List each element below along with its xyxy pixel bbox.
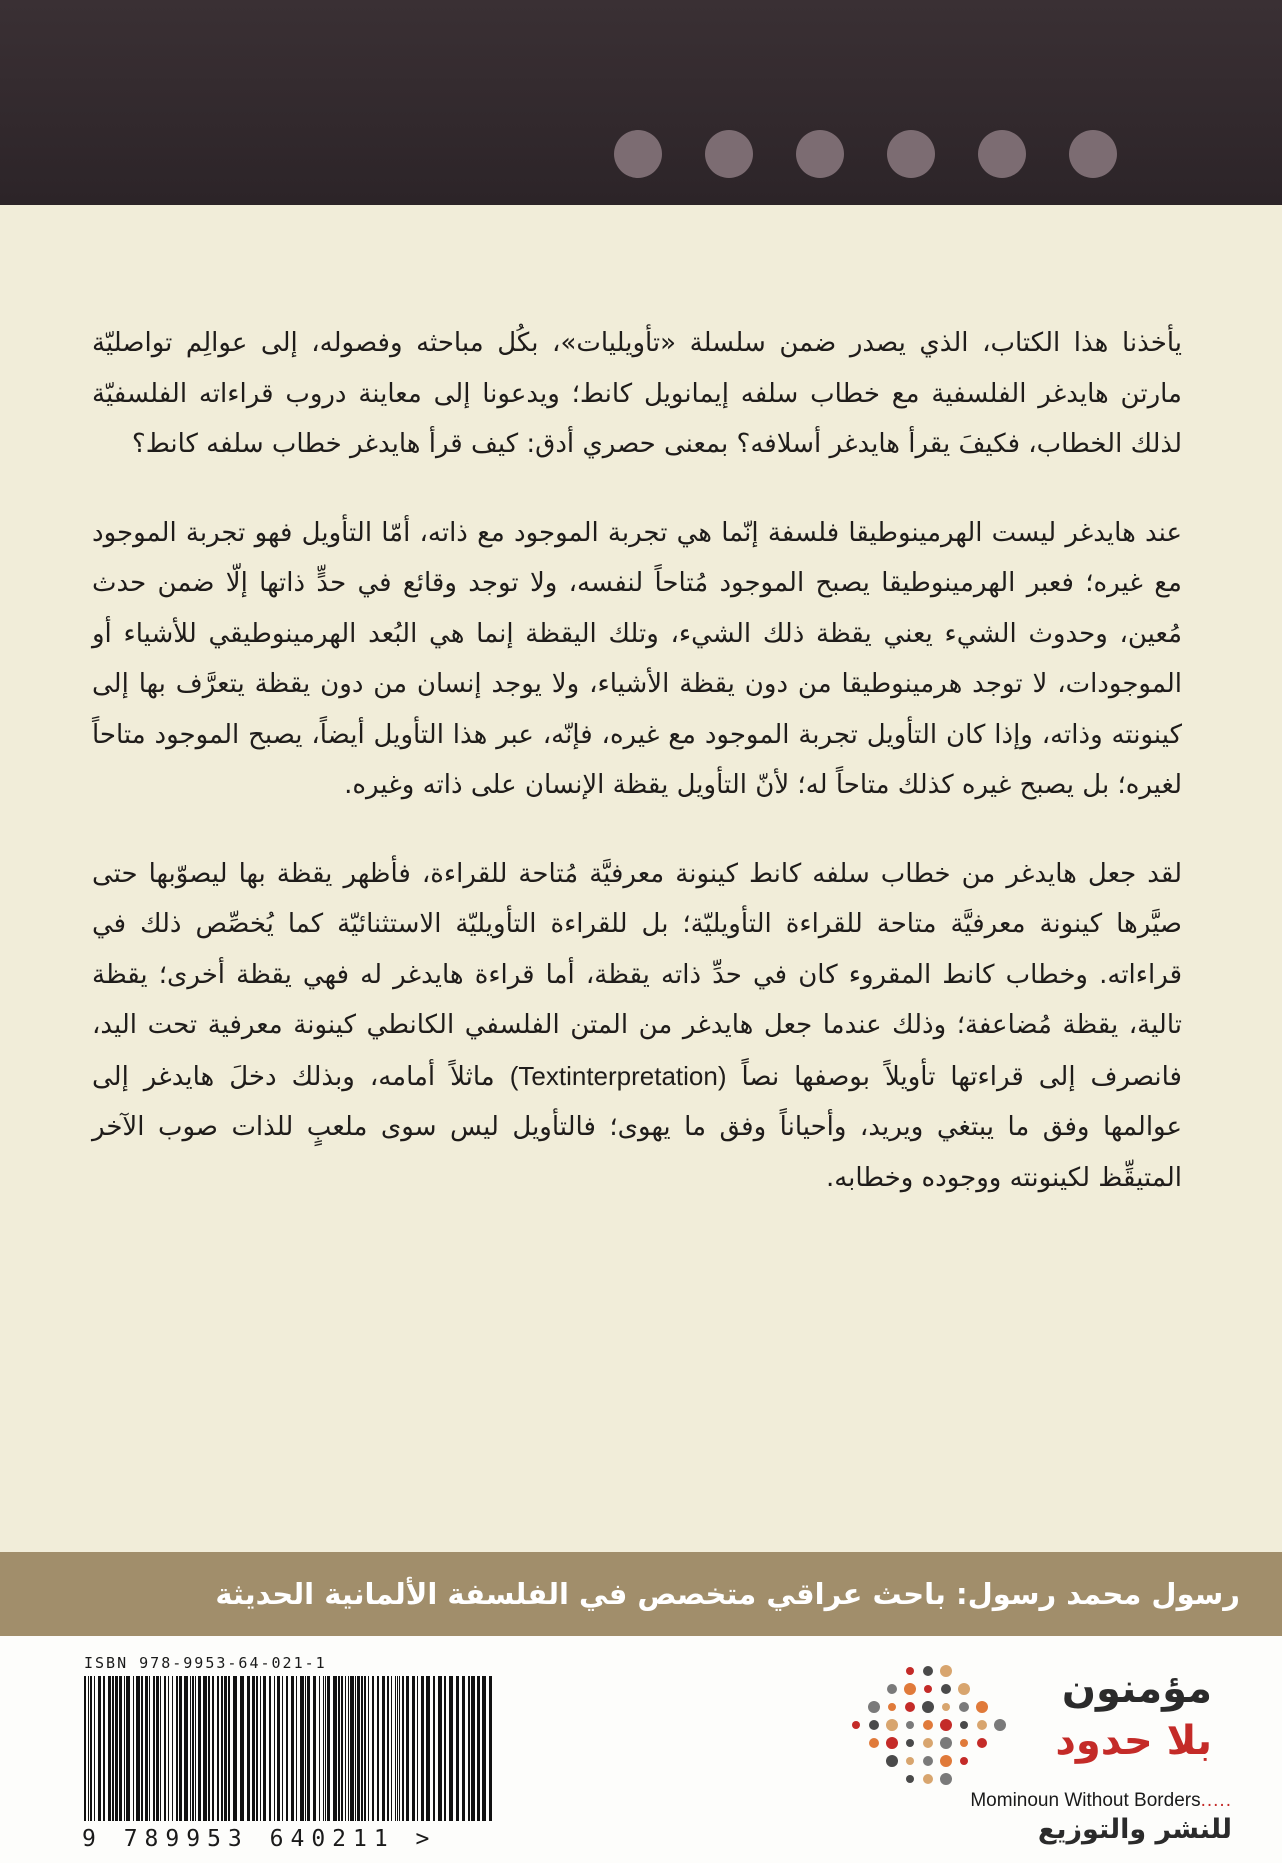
barcode-bar	[372, 1676, 374, 1821]
logo-dot	[923, 1756, 933, 1766]
barcode-bar	[217, 1676, 219, 1821]
barcode-bar	[84, 1676, 86, 1821]
barcode-bar	[192, 1676, 194, 1821]
logo-dot	[923, 1720, 933, 1730]
bottom-area	[0, 1636, 1282, 1863]
barcode-bar	[256, 1676, 258, 1821]
barcode-bar	[348, 1676, 349, 1821]
barcode-bar	[482, 1676, 486, 1821]
dot	[1069, 130, 1117, 178]
barcode-bar	[417, 1676, 418, 1821]
logo-dot	[906, 1739, 914, 1747]
logo-dot	[976, 1701, 988, 1713]
barcode-bar	[176, 1676, 178, 1821]
logo-dot	[923, 1774, 933, 1784]
barcode-bar	[307, 1676, 310, 1821]
barcode-bar	[350, 1676, 354, 1821]
barcode-bar	[119, 1676, 122, 1821]
barcode-bar	[327, 1676, 330, 1821]
barcode-bar	[112, 1676, 114, 1821]
logo-dot	[905, 1702, 915, 1712]
barcode-bar	[98, 1676, 101, 1821]
barcode-bar	[160, 1676, 161, 1821]
top-band	[0, 0, 1282, 205]
paragraph-3-part-1: لقد جعل هايدغر من خطاب سلفه كانط كينونة معرفيَّة مُتاحة للقراءة، فأظهر يقظة بها ليصوّبها حتى صيَّرها كينونة معرفيَّة متاحة للقراءة التأويليّة؛ بل للقراءة التأويليّة الاستثنائيّة كما يُخصِّص ذلك في قراءاته. وخطاب كانط المقروء كان في حدِّ ذاته يقظة، أما قراءة هايدغر له فهي يقظة أخرى؛ يقظة تالية، يقظة مُضاعفة؛ وذلك عندما جعل هايدغر من المتن الفلسفي الكانطي كينونة معرفية تحت اليد، فانصرف إلى قراءتها تأويلاً بوصفها نصاً	[92, 858, 1182, 1092]
latin-term: (Textinterpretation)	[509, 1060, 727, 1091]
barcode-bar	[402, 1676, 404, 1821]
author-band	[0, 1552, 1282, 1636]
logo-dot	[906, 1757, 914, 1765]
logo-dot	[887, 1684, 897, 1694]
barcode-bar	[282, 1676, 283, 1821]
barcode-bar	[319, 1676, 320, 1821]
barcode-bar	[397, 1676, 398, 1821]
barcode-bar	[412, 1676, 415, 1821]
logo-dot	[958, 1683, 970, 1695]
logo-dot	[886, 1719, 898, 1731]
barcode-bar	[345, 1676, 346, 1821]
barcode-bar	[395, 1676, 396, 1821]
dot	[614, 130, 662, 178]
barcode-bar	[364, 1676, 366, 1821]
back-cover-text	[92, 318, 1182, 1558]
barcode-bar	[449, 1676, 453, 1821]
publisher-dots-line: .....	[1200, 1790, 1232, 1811]
barcode-bar	[145, 1676, 148, 1821]
barcode-bar	[341, 1676, 343, 1821]
logo-dots-icon	[852, 1656, 1022, 1796]
publisher-logo	[852, 1656, 1232, 1856]
barcode-bar	[221, 1676, 223, 1821]
barcode-bar	[338, 1676, 340, 1821]
logo-dot	[940, 1719, 952, 1731]
logo-dot	[960, 1721, 968, 1729]
dot	[705, 130, 753, 178]
barcode-bar	[164, 1676, 166, 1821]
barcode-bar	[377, 1676, 379, 1821]
publisher-name-en-1: Mominoun	[970, 1790, 1065, 1811]
author-line: رسول محمد رسول: باحث عراقي متخصص في الفلسفة الألمانية الحديثة	[215, 1577, 1240, 1611]
barcode-bar	[426, 1676, 430, 1821]
logo-dot	[940, 1737, 952, 1749]
barcode-bar	[382, 1676, 385, 1821]
barcode-bar	[252, 1676, 255, 1821]
barcode-bar	[195, 1676, 196, 1821]
barcode-bar	[228, 1676, 230, 1821]
barcode-bar	[184, 1676, 188, 1821]
barcode-bar	[300, 1676, 304, 1821]
barcode-bar	[296, 1676, 297, 1821]
logo-dot	[904, 1683, 916, 1695]
barcode-bar	[361, 1676, 363, 1821]
logo-dot	[977, 1738, 987, 1748]
logo-dot	[977, 1720, 987, 1730]
paragraph-2: عند هايدغر ليست الهرمينوطيقا فلسفة إنّما هي تجربة الموجود مع ذاته، أمّا التأويل فهو تجربة الموجود مع غيره؛ فعبر الهرمينوطيقا يصبح الموجود مُتاحاً لنفسه، ولا توجد وقائع في حدٍّ ذاتها إلّا ضمن حدث مُعين، وحدوث الشيء يعني يقظة ذلك الشيء، وتلك اليقظة إنما هي البُعد الهرمينوطيقي للأشياء أو الموجودات، لا توجد هرمينوطيقا من دون يقظة الأشياء، ولا يوجد إنسان من دون يقظة يتعرَّف بها إلى كينونته وذاته، وإذا كان التأويل تجربة الموجود مع غيره، فإنّه، عبر هذا التأويل أيضاً، يصبح الموجود متاحاً لغيره؛ بل يصبح غيره كذلك متاحاً له؛ لأنّ التأويل يقظة الإنسان على ذاته وغيره.	[92, 517, 1182, 800]
barcode-bar	[149, 1676, 150, 1821]
barcode-bar	[198, 1676, 201, 1821]
barcode-bar	[444, 1676, 446, 1821]
logo-dot	[886, 1755, 898, 1767]
logo-dot	[941, 1684, 951, 1694]
logo-dot	[906, 1721, 914, 1729]
logo-dot	[922, 1701, 934, 1713]
barcode-digits: 9 789953 640211 >	[82, 1826, 437, 1852]
decorative-dots	[614, 130, 1117, 180]
barcode-bar	[90, 1676, 92, 1821]
barcode	[80, 1676, 500, 1821]
logo-dot	[942, 1703, 950, 1711]
barcode-bar	[468, 1676, 470, 1821]
barcode-bar	[462, 1676, 465, 1821]
barcode-bar	[305, 1676, 306, 1821]
barcode-bar	[179, 1676, 182, 1821]
barcode-bar	[126, 1676, 130, 1821]
publisher-name-ar: مؤمنون	[1061, 1666, 1212, 1712]
barcode-bar	[313, 1676, 316, 1821]
barcode-bar	[325, 1676, 326, 1821]
barcode-bar	[368, 1676, 369, 1821]
barcode-bar	[108, 1676, 111, 1821]
barcode-bar	[203, 1676, 207, 1821]
logo-dot	[869, 1738, 879, 1748]
logo-dot	[960, 1757, 968, 1765]
barcode-bar	[438, 1676, 442, 1821]
paragraph-1: يأخذنا هذا الكتاب، الذي يصدر ضمن سلسلة «تأويليات»، بكُل مباحثه وفصوله، إلى عوالِم تواصليّة مارتن هايدغر الفلسفية مع خطاب سلفه إيمانويل كانط؛ ويدعونا إلى معاينة دروب قراءاته الفلسفيّة لذلك الخطاب، فكيفَ يقرأ هايدغر أسلافه؟ بمعنى حصري أدق: كيف قرأ هايدغر خطاب سلفه كانط؟	[92, 328, 1182, 459]
barcode-bar	[406, 1676, 409, 1821]
barcode-bar	[141, 1676, 143, 1821]
barcode-bar	[456, 1676, 459, 1821]
barcode-bar	[355, 1676, 356, 1821]
logo-dot	[959, 1702, 969, 1712]
barcode-bar	[433, 1676, 435, 1821]
logo-dot	[852, 1721, 860, 1729]
barcode-bar	[260, 1676, 261, 1821]
barcode-bar	[399, 1676, 400, 1821]
dot	[796, 130, 844, 178]
barcode-bar	[357, 1676, 360, 1821]
barcode-bar	[94, 1676, 95, 1821]
barcode-bar	[240, 1676, 244, 1821]
barcode-bar	[387, 1676, 389, 1821]
barcode-bar	[291, 1676, 294, 1821]
paragraph-3	[92, 849, 1182, 1204]
barcode-bar	[212, 1676, 214, 1821]
barcode-bar	[136, 1676, 140, 1821]
barcode-bar	[156, 1676, 159, 1821]
barcode-bar	[133, 1676, 134, 1821]
logo-dot	[940, 1755, 952, 1767]
barcode-bar	[477, 1676, 480, 1821]
barcode-bar	[115, 1676, 118, 1821]
logo-dot	[960, 1739, 968, 1747]
barcode-bar	[172, 1676, 173, 1821]
logo-dot	[994, 1719, 1006, 1731]
barcode-bar	[88, 1676, 89, 1821]
barcode-bar	[274, 1676, 275, 1821]
logo-dot	[924, 1685, 932, 1693]
barcode-bar	[153, 1676, 155, 1821]
barcode-bar	[333, 1676, 337, 1821]
barcode-bar	[269, 1676, 271, 1821]
barcode-bar	[103, 1676, 105, 1821]
barcode-bar	[391, 1676, 392, 1821]
logo-dot	[940, 1773, 952, 1785]
publisher-tagline-ar: للنشر والتوزيع	[1037, 1814, 1232, 1845]
barcode-bar	[208, 1676, 210, 1821]
barcode-bar	[124, 1676, 125, 1821]
barcode-bar	[224, 1676, 227, 1821]
dot	[887, 130, 935, 178]
barcode-bar	[421, 1676, 424, 1821]
publisher-name-en	[970, 1790, 1232, 1812]
logo-dot	[868, 1701, 880, 1713]
barcode-bar	[233, 1676, 237, 1821]
logo-dot	[906, 1775, 914, 1783]
barcode-bar	[323, 1676, 324, 1821]
publisher-name-en-3: orders	[1146, 1790, 1201, 1811]
logo-dot	[940, 1665, 952, 1677]
logo-dot	[886, 1737, 898, 1749]
barcode-bar	[471, 1676, 475, 1821]
logo-dot	[923, 1666, 933, 1676]
paragraph-3-part-2: ماثلاً أمامه، وبذلك دخلَ هايدغر إلى عوالمها وفق ما يبتغي ويريد، وأحياناً وفق ما يهوى؛ فالتأويل ليس سوى ملعبٍ للذات صوب الآخر المتيقِّظ لكينونته ووجوده وخطابه.	[92, 1061, 1182, 1193]
publisher-name-en-2: ithout	[1082, 1790, 1135, 1811]
barcode-bar	[168, 1676, 169, 1821]
barcode-bar	[277, 1676, 280, 1821]
publisher-name-en-b: B	[1134, 1790, 1147, 1811]
logo-dot	[906, 1667, 914, 1675]
barcode-bar	[247, 1676, 250, 1821]
isbn-label: ISBN 978-9953-64-021-1	[84, 1654, 327, 1672]
logo-dot	[923, 1738, 933, 1748]
dot	[978, 130, 1026, 178]
barcode-bar	[489, 1676, 492, 1821]
barcode-bar	[286, 1676, 288, 1821]
logo-dot	[888, 1703, 896, 1711]
publisher-name-ar-red: بلا حدود	[1055, 1718, 1212, 1764]
barcode-bar	[263, 1676, 266, 1821]
logo-dot	[869, 1720, 879, 1730]
barcode-bar	[190, 1676, 191, 1821]
publisher-name-en-w: W	[1064, 1790, 1083, 1811]
